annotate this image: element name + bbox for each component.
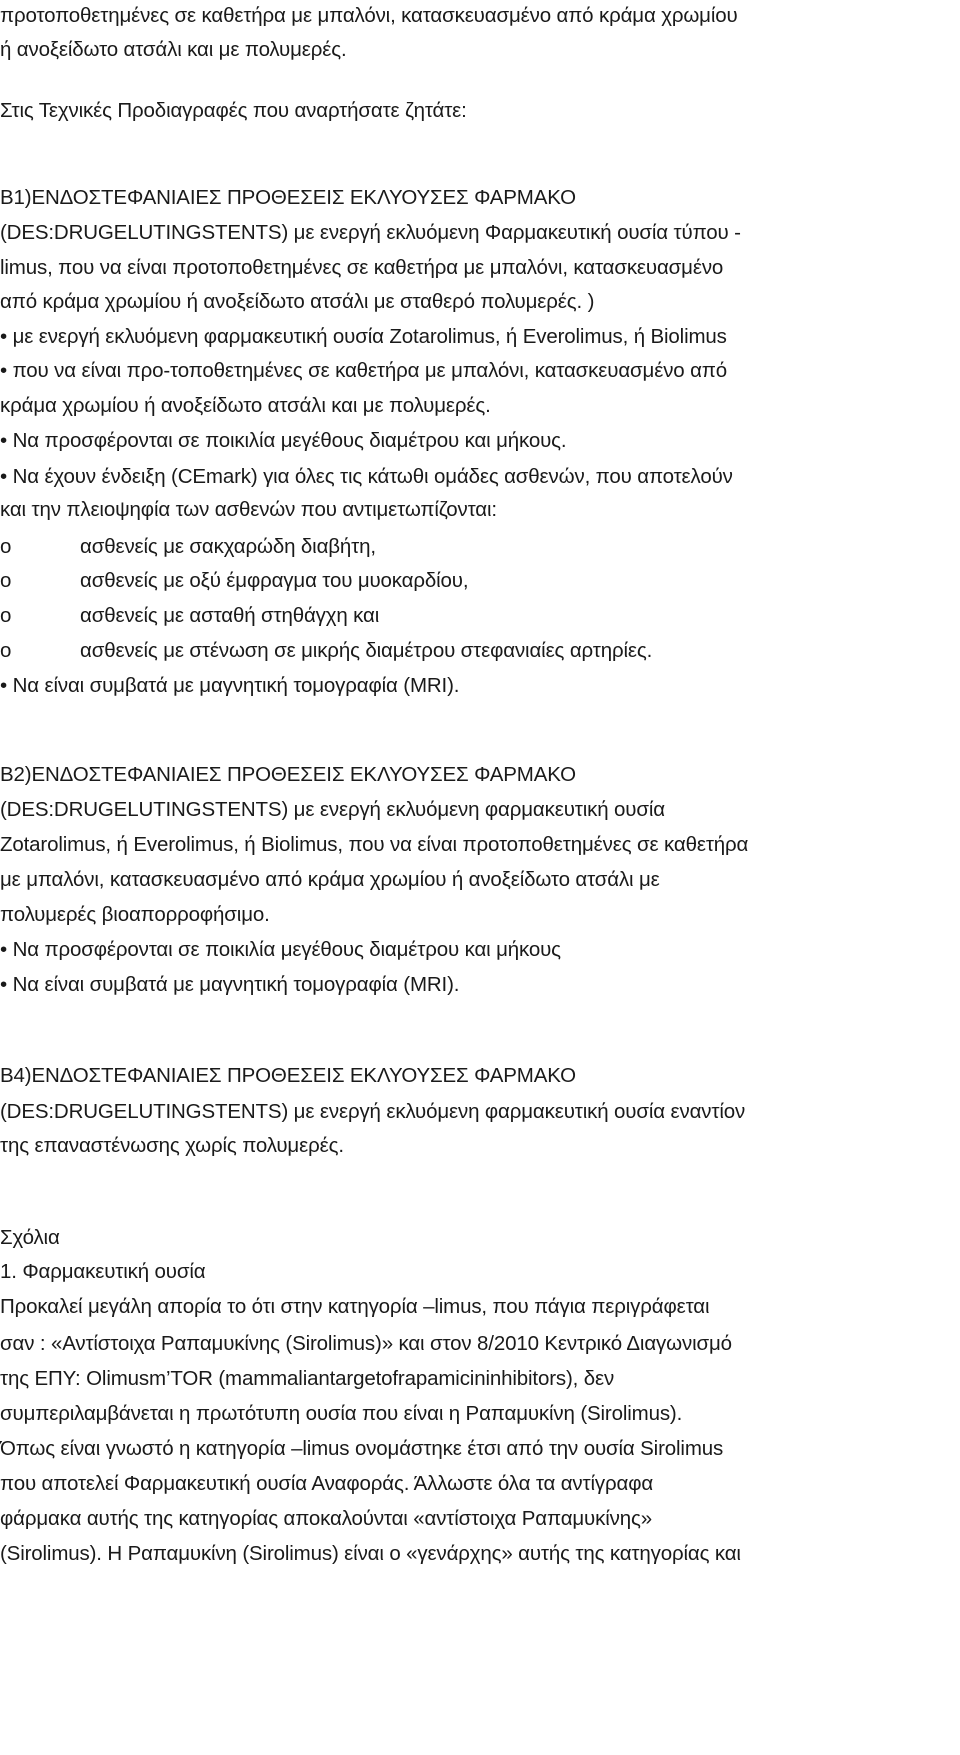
- sub-list-marker: o: [0, 639, 12, 662]
- bullet-item: • Να έχουν ένδειξη (CEmark) για όλες τις κάτωθι ομάδες ασθενών, που αποτελούν: [0, 465, 733, 488]
- text-line: Zotarolimus, ή Everolimus, ή Biolimus, που να είναι προτοποθετημένες σε καθετήρα: [0, 833, 749, 856]
- text-line: με μπαλόνι, κατασκευασμένο από κράμα χρωμίου ή ανοξείδωτο ατσάλι με: [0, 868, 660, 891]
- text-line: (Sirolimus). Η Ραπαμυκίνη (Sirolimus) είναι ο «γενάρχης» αυτής της κατηγορίας και: [0, 1542, 741, 1565]
- bullet-item: • Να είναι συμβατά με μαγνητική τομογραφία (MRI).: [0, 674, 460, 697]
- text-line: της επαναστένωσης χωρίς πολυμερές.: [0, 1134, 344, 1157]
- bullet-item: • Να προσφέρονται σε ποικιλία μεγέθους διαμέτρου και μήκους.: [0, 429, 567, 452]
- text-line: που αποτελεί Φαρμακευτική ουσία Αναφοράς. Άλλωστε όλα τα αντίγραφα: [0, 1472, 654, 1495]
- bullet-item: • με ενεργή εκλυόμενη φαρμακευτική ουσία Zotarolimus, ή Everolimus, ή Biolimus: [0, 325, 727, 348]
- comments-item-title: 1. Φαρμακευτική ουσία: [0, 1260, 206, 1283]
- text-line: Όπως είναι γνωστό η κατηγορία –limus ονομάστηκε έτσι από την ουσία Sirolimus: [0, 1437, 724, 1460]
- text-line: φάρμακα αυτής της κατηγορίας αποκαλούνται «αντίστοιχα Ραπαμυκίνης»: [0, 1507, 652, 1530]
- sub-list-item: ασθενείς με ασταθή στηθάγχη και: [80, 604, 380, 627]
- section-heading-b2: B2)ΕΝΔΟΣΤΕΦΑΝΙΑΙΕΣ ΠΡΟΘΕΣΕΙΣ ΕΚΛΥΟΥΣΕΣ ΦΑΡΜΑΚΟ: [0, 763, 576, 786]
- text-line: (DES:DRUGELUTINGSTENTS) με ενεργή εκλυόμενη φαρμακευτική ουσία: [0, 798, 665, 821]
- section-heading-b4: B4)ΕΝΔΟΣΤΕΦΑΝΙΑΙΕΣ ΠΡΟΘΕΣΕΙΣ ΕΚΛΥΟΥΣΕΣ ΦΑΡΜΑΚΟ: [0, 1064, 576, 1087]
- text-line: από κράμα χρωμίου ή ανοξείδωτο ατσάλι με σταθερό πολυμερές. ): [0, 290, 595, 313]
- text-line: σαν : «Αντίστοιχα Ραπαμυκίνης (Sirolimus)» και στον 8/2010 Κεντρικό Διαγωνισμό: [0, 1332, 732, 1355]
- text-line: (DES:DRUGELUTINGSTENTS) με ενεργή εκλυόμενη φαρμακευτική ουσία εναντίον: [0, 1100, 746, 1123]
- text-line: limus, που να είναι προτοποθετημένες σε καθετήρα με μπαλόνι, κατασκευασμένο: [0, 256, 724, 279]
- text-line: (DES:DRUGELUTINGSTENTS) με ενεργή εκλυόμενη Φαρμακευτική ουσία τύπου -: [0, 221, 741, 244]
- sub-list-marker: o: [0, 569, 12, 592]
- section-heading-b1: B1)ΕΝΔΟΣΤΕΦΑΝΙΑΙΕΣ ΠΡΟΘΕΣΕΙΣ ΕΚΛΥΟΥΣΕΣ ΦΑΡΜΑΚΟ: [0, 186, 576, 209]
- comments-heading: Σχόλια: [0, 1226, 60, 1249]
- text-line: της ΕΠΥ: Olimusm’TOR (mammaliantargetofrapamicininhibitors), δεν: [0, 1367, 615, 1390]
- sub-list-marker: o: [0, 604, 12, 627]
- bullet-item: • Να είναι συμβατά με μαγνητική τομογραφία (MRI).: [0, 973, 460, 996]
- sub-list-item: ασθενείς με οξύ έμφραγμα του μυοκαρδίου,: [80, 569, 469, 592]
- text-line: και την πλειοψηφία των ασθενών που αντιμετωπίζονται:: [0, 498, 497, 521]
- text-line: κράμα χρωμίου ή ανοξείδωτο ατσάλι και με πολυμερές.: [0, 394, 491, 417]
- bullet-item: • Να προσφέρονται σε ποικιλία μεγέθους διαμέτρου και μήκους: [0, 938, 561, 961]
- text-line: Προκαλεί μεγάλη απορία το ότι στην κατηγορία –limus, που πάγια περιγράφεται: [0, 1295, 710, 1318]
- sub-list-item: ασθενείς με στένωση σε μικρής διαμέτρου στεφανιαίες αρτηρίες.: [80, 639, 653, 662]
- text-line: συμπεριλαμβάνεται η πρωτότυπη ουσία που είναι η Ραπαμυκίνη (Sirolimus).: [0, 1402, 683, 1425]
- text-line: ή ανοξείδωτο ατσάλι και με πολυμερές.: [0, 38, 347, 61]
- text-line: Στις Τεχνικές Προδιαγραφές που αναρτήσατε ζητάτε:: [0, 99, 467, 122]
- text-line: προτοποθετημένες σε καθετήρα με μπαλόνι, κατασκευασμένο από κράμα χρωμίου: [0, 4, 738, 27]
- sub-list-item: ασθενείς με σακχαρώδη διαβήτη,: [80, 535, 376, 558]
- bullet-item: • που να είναι προ-τοποθετημένες σε καθετήρα με μπαλόνι, κατασκευασμένο από: [0, 359, 728, 382]
- text-line: πολυμερές βιοαπορροφήσιμο.: [0, 903, 270, 926]
- sub-list-marker: o: [0, 535, 12, 558]
